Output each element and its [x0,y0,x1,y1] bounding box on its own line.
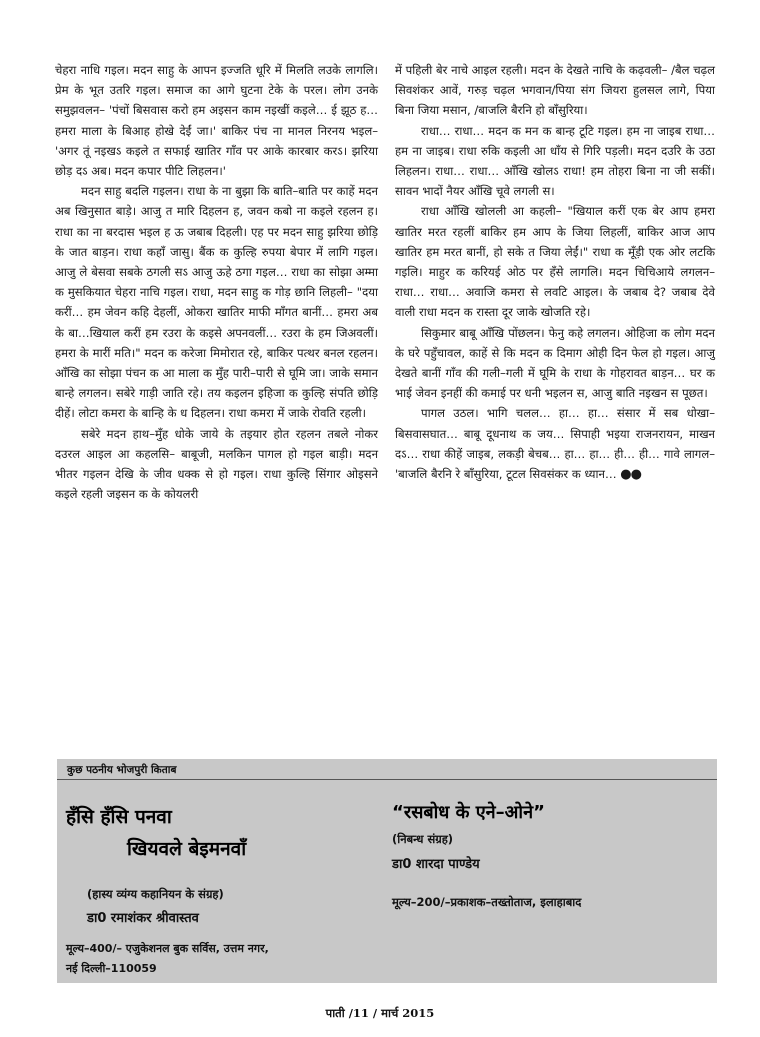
book-promo-box [57,759,717,983]
paragraph: राधा… राधा… मदन क मन क बान्ह टूटि गइल। हम ना जाइब राधा… हम ना जाइब। राधा रुकि कइली आ धाँय से गिरि पड़ली। मदन दउरि के उठा लिहलन। राधा… राधा… आँखि खोलऽ राधा! हम तोहरा बिना ना जी सकीं। सावन भादों नैयर आँखि चूवे लगली स। [395,123,715,199]
paragraph: राधा आँखि खोलली आ कहली– "खियाल करीं एक बेर आप हमरा खातिर मरत रहलीं बाकिर हम आप के जिया लिहलीं, बाकिर आज आप खातिर हम मरत बानीं, हो सके त जिया लेईं।" राधा क मूँड़ी एक ओर लटकि गइलि। माहुर क करियई ओठ पर हँसे लागलि। मदन चिचिआये लगलन– राधा… राधा… अवाजि कमरा से लवटि आइल। के जबाब दे? जबाब देवे वाली राधा मदन क रास्ता दूर जाके खोजति रहे। [395,204,715,320]
page-footer: पाती /11 / मार्च 2015 [325,1006,435,1020]
promo-label: कुछ पठनीय भोजपुरी किताब [65,763,178,780]
book1-author: डा0 रमाशंकर श्रीवास्तव [87,911,199,926]
end-marker: ●● [620,467,641,483]
book2-price-publisher: मूल्य–200/–प्रकाशक–तख्तोताज, इलाहाबाद [392,895,582,909]
paragraph-text: पागल उठल। भागि चलल… हा… हा… संसार में सब धोखा– बिसवासघात… बाबू दूधनाथ क जय… सिपाही भइया राजनरायन, माखन दऽ… राधा कीहें जाइब, लकड़ी बेचब… हा… हा… ही… ही… गावे लागल– 'बाजलि बैरनि रे बाँसुरिया, टूटल सिवसंकर क ध्यान… [395,406,715,482]
paragraph: में पहिली बेर नाचे आइल रहली। मदन के देखते नाचि के कढ़वली– /बैल चढ़ल सिवशंकर आवें, गरुड़ चढ़ल भगवान/पिया संग जियरा हुलसल लागे, पिया बिना जिया मसान, /बाजलि बैरनि हो बाँसुरिया। [395,63,715,118]
book1-title-line1: हँसि हँसि पनवा [66,806,172,828]
paragraph: चेहरा नाधि गइल। मदन साहु के आपन इज्जति धूरि में मिलति लउके लागलि। प्रेम के भूत उतरि गइल। समाज का आगे घुटना टेके के परल। लोग उनके समुझवलन– 'पंचों बिसवास करो हम अइसन काम नइखीं कइले… ई झूठ ह… हमरा माला के बिआह होखे देईं जा।' बाकिर पंच ना मानल निरनय भइल– 'अगर तूं नइखऽ कइले त सफाई खातिर गाँव पर आके कारबार करऽ। झरिया छोड़ दऽ अब। मदन कपार पीटि लिहलन।' [55,63,378,179]
book2-genre: (निबन्ध संग्रह) [392,832,454,846]
paragraph-final [395,403,715,485]
book1-title-line2: खियवले बेइमनवाँ [127,838,247,860]
paragraph-text: सिकुमार बाबू आँखि पोंछलन। फेनु कहे लगलन। ओहिजा क लोग मदन के घरे पहुँचावल, काहें से कि मदन क दिमाग ओही दिन फेल हो गइल। आजु देखते बानीं गाँव की गली–गली में घूमि के राधा के गोहरावत बाड़न… घर क भाई जेवन इनहीं की कमाई पर धनी भइलन स, आजु बाति नइखन स पूछत। [395,325,715,401]
article-column-right [395,60,715,485]
paragraph [395,323,715,404]
paragraph: सबेरे मदन हाथ–मुँह धोके जाये के तइयार होत रहलन तबले नोकर दउरल आइल आ कहलसि– बाबूजी, मलकिन पागल हो गइल बाड़ी। मदन भीतर गइलन देखि के जीव धक्क से हो गइल। राधा कुल्हि सिंगार ओइसने कइले रहली जइसन क के कोयलरी [55,426,378,502]
promo-divider [57,779,717,780]
book1-price-publisher: मूल्य–400/– एजुकेशनल बुक सर्विस, उत्तम नगर, [66,942,269,955]
book1-publisher-city: नई दिल्ली–110059 [66,962,157,975]
book2-title: “रसबोध के एने–ओने” [392,802,545,823]
book1-genre: (हास्य व्यंग्य कहानियन के संग्रह) [87,887,224,901]
article-column-left [55,60,378,504]
paragraph: मदन साहु बदलि गइलन। राधा के ना बुझा कि बाति–बाति पर काहें मदन अब खिनुसात बाड़े। आजु त मारि दिहलन ह, जवन कबो ना कइले रहलन ह। राधा का ना बरदास भइल ह ऊ जबाब दिहली। एह पर मदन साहु झरिया छोड़ि के जात बाड़न। राधा कहाँ जासु। बैंक क कुल्हि रुपया बेपार में लागि गइल। आजु ले बेसवा सबके ठगली सऽ आजु ऊहे ठगा गइल… राधा का सोझा अम्मा क मुसकियात चेहरा नाचि गइल। राधा, मदन साहु क गोड़ छानि लिहली– "दया करीं… हम जेवन कहि देहलीं, ओकरा खातिर माफी माँगत बानीं… हमरा अब के बा…खियाल करीं हम रउरा के कइसे अपनवलीं… रउरा के हम जिअवलीं। हमरा के मारीं मति।" मदन क करेजा मिमोरात रहे, बाकिर पत्थर बनल रहलन। आँखि का सोझा पंचन क आ माला क मुँह पारी–पारी से घूमि जा। जाके समान बान्हे लगलन। सबेरे गाड़ी जाति रहे। तय कइलन इहिजा क कुल्हि संपति छोड़ि दीहें। लोटा कमरा के बान्हि के ध दिहलन। राधा कमरा में जाके रोवति रहली। [55,184,378,421]
book2-author: डा0 शारदा पाण्डेय [392,857,480,872]
